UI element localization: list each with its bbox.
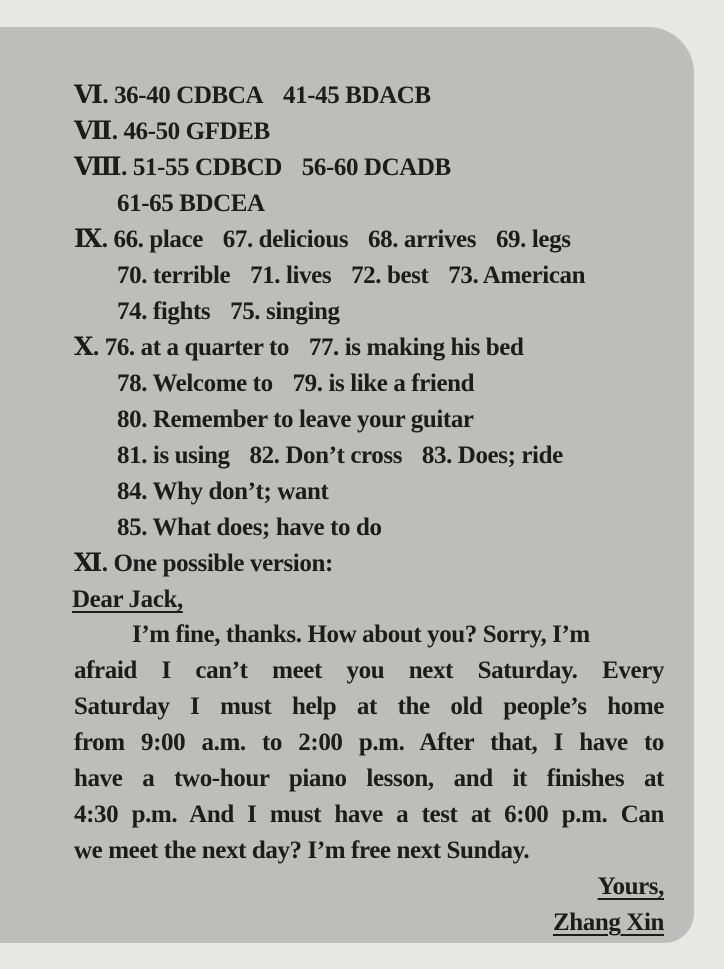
answer-item: 82. Don’t cross [249, 442, 403, 469]
answer-item: 80. Remember to leave your guitar [117, 406, 474, 433]
signature-text: Zhang Xin [552, 909, 664, 936]
section-number: Ⅵ. [74, 82, 109, 109]
letter-line: Saturday I must help at the old people’s home [74, 693, 664, 720]
answer-item: 56-60 DCADB [301, 154, 451, 181]
answer-item: 84. Why don’t; want [117, 478, 329, 505]
answer-item: 41-45 BDACB [283, 82, 431, 109]
section-number: Ⅸ. [74, 226, 108, 253]
answer-line-x-cont [117, 369, 474, 399]
answer-item: 77. is making his bed [308, 334, 524, 361]
letter-line: have a two-hour piano lesson, and it finishes at [74, 765, 664, 792]
letter-line: afraid I can’t meet you next Saturday. Every [74, 657, 664, 684]
answer-item: 71. lives [250, 262, 332, 289]
answer-item: 69. legs [495, 226, 571, 253]
answer-line-x [74, 333, 523, 363]
answer-item: 72. best [351, 262, 429, 289]
letter-line: I’m fine, thanks. How about you? Sorry, I’m [132, 621, 590, 648]
answer-line-x-cont2 [117, 405, 474, 435]
answer-key-panel [0, 27, 694, 943]
letter-line: we meet the next day? I’m free next Sunday. [74, 837, 530, 864]
answer-line-x-cont4 [117, 477, 328, 507]
answer-item: 76. at a quarter to [104, 334, 289, 361]
section-number: Ⅷ. [74, 154, 127, 181]
answer-item: 46-50 GFDEB [123, 118, 270, 145]
answer-line-ix-cont2 [117, 297, 340, 327]
answer-line-x-cont5 [117, 513, 382, 543]
letter-line: 4:30 p.m. And I must have a test at 6:00 p.m. Can [74, 801, 664, 828]
answer-item: 81. is using [117, 442, 230, 469]
answer-item: 67. delicious [222, 226, 349, 253]
answer-line-ix [74, 225, 571, 255]
answer-line-vii [74, 117, 270, 147]
closing-text: Yours, [597, 873, 664, 900]
answer-item: 78. Welcome to [117, 370, 273, 397]
answer-line-viii [74, 153, 451, 183]
answer-item: 74. fights [117, 298, 211, 325]
answer-item: 70. terrible [117, 262, 231, 289]
answer-item: 66. place [113, 226, 203, 253]
answer-item: 75. singing [230, 298, 340, 325]
greeting-text: Dear Jack, [72, 586, 183, 613]
letter-greeting [72, 585, 183, 615]
answer-item: 61-65 BDCEA [117, 190, 265, 217]
answer-item: 36-40 CDBCA [114, 82, 264, 109]
answer-item: 51-55 CDBCD [132, 154, 282, 181]
section-number: Ⅶ. [74, 118, 118, 145]
answer-line-viii-cont [117, 189, 265, 219]
answer-line-ix-cont [117, 261, 585, 291]
letter-line: from 9:00 a.m. to 2:00 p.m. After that, I have to [74, 729, 664, 756]
answer-item: 79. is like a friend [292, 370, 475, 397]
writing-heading: Ⅺ. One possible version: [74, 550, 333, 577]
answer-line-x-cont3 [117, 441, 563, 471]
answer-item: 73. American [448, 262, 586, 289]
answer-item: 85. What does; have to do [117, 514, 382, 541]
answer-item: 68. arrives [368, 226, 477, 253]
answer-item: 83. Does; ride [421, 442, 563, 469]
letter-signature [74, 905, 664, 941]
answer-line-vi [74, 81, 431, 111]
section-number: Ⅹ. [74, 334, 99, 361]
letter-closing [74, 869, 664, 905]
